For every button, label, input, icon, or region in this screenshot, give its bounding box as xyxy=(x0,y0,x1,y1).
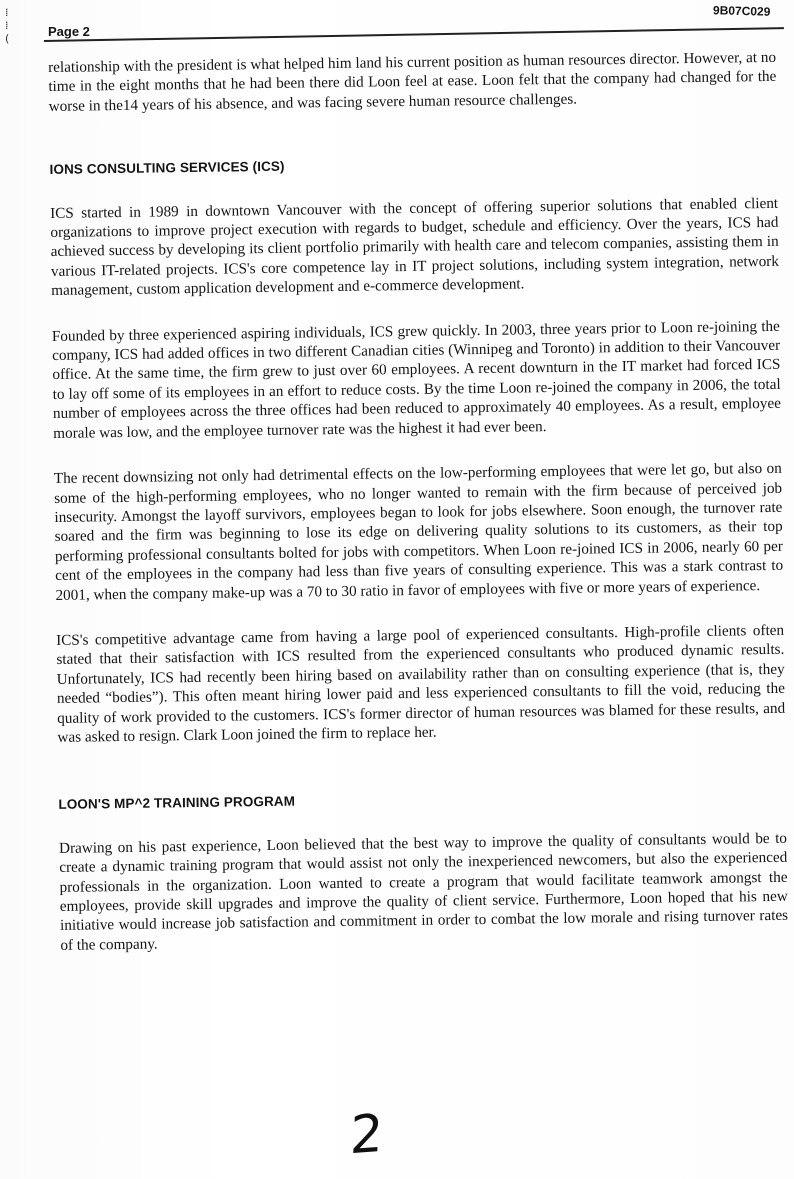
header-rule xyxy=(44,27,784,42)
intro-paragraph: relationship with the president is what helped him land his current position as human resources director. However, at no time in the eight months that he had been there did Loon feel at ease. Loon felt that the company had changed for the worse in the14 years of his absence, and was facing severe human resource challenges. xyxy=(48,48,777,115)
handwritten-page-number: 2 xyxy=(348,1103,385,1167)
ics-paragraph-3: The recent downsizing not only had detrimental effects on the low-performing employees that were let go, but also on some of the high-performing employees, who no longer wanted to remain with the firm because of perceived job insecurity. Amongst the layoff survivors, employees began to look for jobs elsewhere. Soon enough, the turnover rate soared and the firm was beginning to lose its edge on delivering quality solutions to its customers, as their top performing professional consultants bolted for jobs with competitors. When Loon re-joined ICS in 2006, nearly 60 per cent of the employees in the company had less than five years of consulting experience. This was a stark contrast to 2001, when the company make-up was a 70 to 30 ratio in favor of employees with five or more years of experience. xyxy=(53,459,784,604)
section-heading-ics: IONS CONSULTING SERVICES (ICS) xyxy=(49,158,285,178)
ics-paragraph-2: Founded by three experienced aspiring individuals, ICS grew quickly. In 2003, three years prior to Loon re-joining the company, ICS had added offices in two different Canadian cities (Winnipeg and Toronto) in addition to their Vancouver office. At the same time, the firm grew to just over 60 employees. A recent downturn in the IT market had forced ICS to lay off some of its employees in an effort to reduce costs. By the time Loon re-joined the company in 2006, the total number of employees across the three offices had been reduced to approximately 40 employees. As a result, employee morale was low, and the employee turnover rate was the highest it had ever been. xyxy=(51,317,782,442)
page-label: Page 2 xyxy=(48,24,90,39)
section-heading-training-program: LOON'S MP^2 TRAINING PROGRAM xyxy=(58,793,296,813)
document-code: 9B07C029 xyxy=(712,3,771,19)
ics-paragraph-4: ICS's competitive advantage came from having a large pool of experienced consultants. High-profile clients often stated that their satisfaction with ICS resulted from the experienced consultants who produced dynamic results. Unfortunately, ICS had recently been hiring based on availability rather than on consulting experience (that is, they needed “bodies”). This often meant hiring lower paid and less experienced consultants to fill the void, reducing the quality of work provided to the customers. ICS's former director of human resources was blamed for these results, and was asked to resign. Clark Loon joined the firm to replace her. xyxy=(56,621,786,746)
training-paragraph-1: Drawing on his past experience, Loon believed that the best way to improve the quality of consultants would be to create a dynamic training program that would assist not only the inexperienced newcomers, but also the experienced professionals in the organization. Loon wanted to create a program that would facilitate teamwork amongst the employees, provide skill upgrades and improve the quality of client service. Furthermore, Loon hoped that his new initiative would increase job satisfaction and commitment in order to combat the low morale and rising turnover rates of the company. xyxy=(58,829,789,954)
margin-binding-marks: ⁞ ⁞ ( xyxy=(5,6,10,45)
document-body xyxy=(48,48,789,981)
ics-paragraph-1: ICS started in 1989 in downtown Vancouver with the concept of offering superior solutions that enabled client organizations to improve project execution with regards to budget, schedule and efficiency. Over the years, ICS had achieved success by developing its client portfolio primarily with health care and telecom companies, assisting them in various IT-related projects. ICS's core competence lay in IT project solutions, including system integration, network management, custom application development and e-commerce development. xyxy=(50,194,780,300)
